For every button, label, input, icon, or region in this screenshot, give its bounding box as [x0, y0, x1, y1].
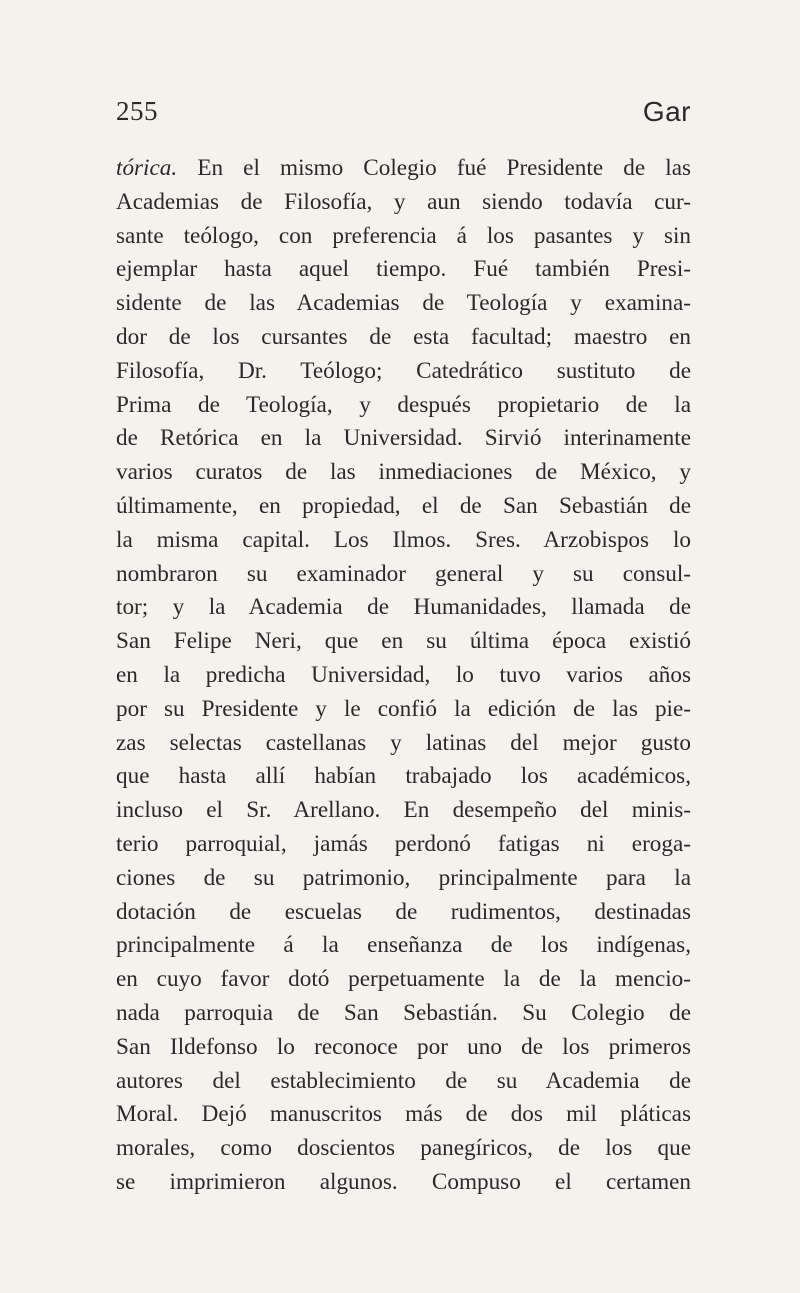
text-line: ciones de su patrimonio, principalmente para la — [116, 864, 691, 891]
text-line: que hasta allí habían trabajado los académicos, — [116, 763, 691, 790]
text-line-rest: En el mismo Colegio fué Presidente de las — [197, 155, 691, 181]
text-line: ejemplar hasta aquel tiempo. Fué también Presi- — [116, 256, 691, 283]
page-header — [116, 96, 691, 140]
text-line: nada parroquia de San Sebastián. Su Colegio de — [116, 999, 691, 1026]
text-line: tor; y la Academia de Humanidades, llamada de — [116, 594, 691, 621]
text-line: terio parroquial, jamás perdonó fatigas ni eroga- — [116, 830, 691, 857]
text-line: nombraron su examinador general y su consul- — [116, 560, 691, 587]
text-line: San Ildefonso lo reconoce por uno de los primeros — [116, 1033, 691, 1060]
text-line — [116, 152, 691, 186]
text-line: incluso el Sr. Arellano. En desempeño del minis- — [116, 797, 691, 824]
text-line: en la predicha Universidad, lo tuvo varios años — [116, 661, 691, 688]
text-line: sante teólogo, con preferencia á los pasantes y sin — [116, 222, 691, 249]
text-line: por su Presidente y le confió la edición de las pie- — [116, 695, 691, 722]
text-line: principalmente á la enseñanza de los indígenas, — [116, 932, 691, 959]
text-line: varios curatos de las inmediaciones de México, y — [116, 459, 691, 486]
text-line: la misma capital. Los Ilmos. Sres. Arzobispos lo — [116, 526, 691, 553]
text-line: dotación de escuelas de rudimentos, destinadas — [116, 898, 691, 925]
text-line: se imprimieron algunos. Compuso el certamen — [116, 1168, 691, 1195]
body-text — [116, 152, 691, 1200]
text-line: autores del establecimiento de su Academia de — [116, 1067, 691, 1094]
page-number: 255 — [116, 96, 158, 126]
text-line: de Retórica en la Universidad. Sirvió interinamente — [116, 425, 691, 452]
italic-word: tórica. — [116, 155, 178, 181]
text-line: últimamente, en propiedad, el de San Sebastián de — [116, 492, 691, 519]
text-line: zas selectas castellanas y latinas del mejor gusto — [116, 729, 691, 756]
text-line: en cuyo favor dotó perpetuamente la de la mencio- — [116, 966, 691, 993]
text-line: Prima de Teología, y después propietario de la — [116, 391, 691, 418]
text-line: Academias de Filosofía, y aun siendo todavía cur- — [116, 188, 691, 215]
text-line: sidente de las Academias de Teología y examina- — [116, 290, 691, 317]
text-line: San Felipe Neri, que en su última época existió — [116, 628, 691, 655]
text-line: Moral. Dejó manuscritos más de dos mil pláticas — [116, 1101, 691, 1128]
running-head: Gar — [642, 96, 691, 127]
text-line: dor de los cursantes de esta facultad; maestro en — [116, 323, 691, 350]
text-line: morales, como doscientos panegíricos, de los que — [116, 1135, 691, 1162]
text-line: Filosofía, Dr. Teólogo; Catedrático sustituto de — [116, 357, 691, 384]
